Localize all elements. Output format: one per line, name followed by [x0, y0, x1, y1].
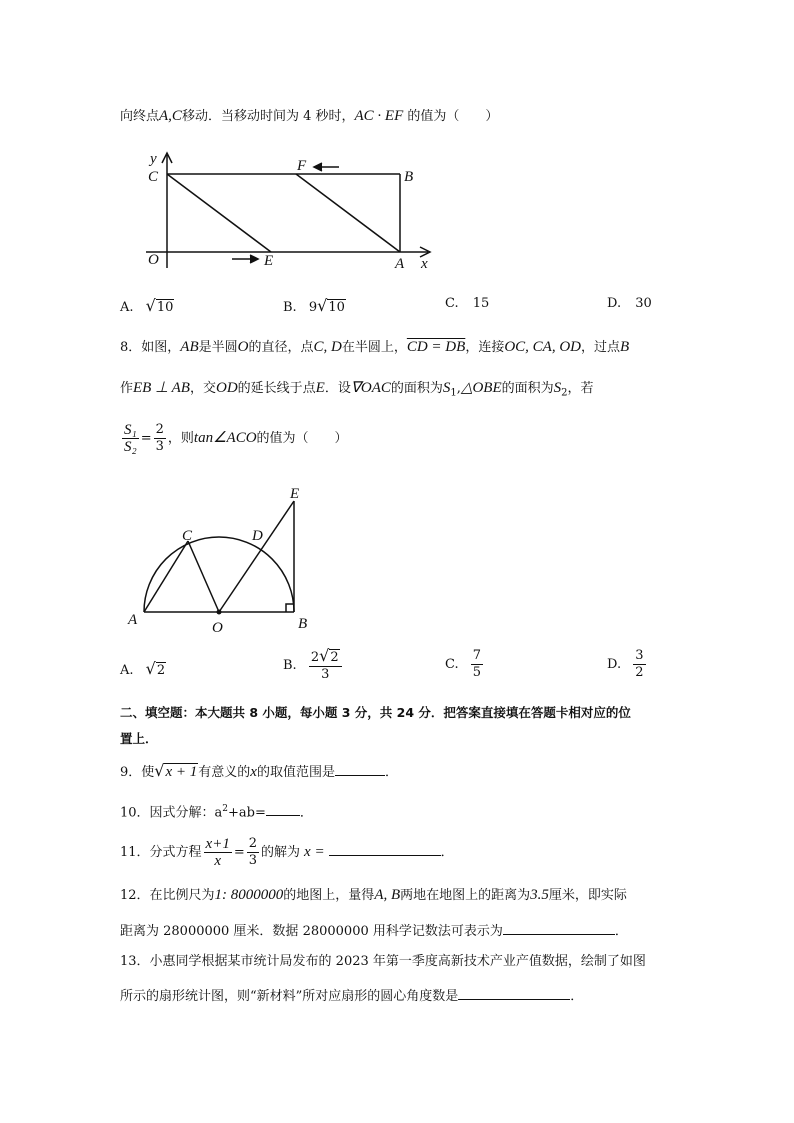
q8-s1-sub: 1	[450, 387, 457, 399]
q8-option-c-num: 7	[472, 648, 482, 663]
q7-text-c: 的值为（ ）	[403, 109, 499, 124]
q12-text-l2: 距离为 28000000 厘米．数据 28000000 用科学记数法可表示为	[120, 924, 503, 939]
q8-option-b-coef: 2	[310, 650, 320, 665]
q7-option-c-value: 15	[472, 296, 490, 311]
q10-text-a: 10．因式分解：a	[120, 805, 223, 821]
q12-distance: 3.5	[530, 887, 549, 903]
q7-option-a-letter: A.	[120, 300, 134, 315]
q7-option-a-radicand: 10	[156, 300, 174, 315]
q8-semicircle	[144, 537, 294, 612]
q8-ratio-num: S₁	[124, 422, 137, 438]
q8-cd: C, D	[313, 339, 342, 355]
q8-option-c-value	[471, 648, 483, 681]
q11-rhs-den: 3	[248, 853, 258, 868]
q8-segment-oe	[219, 501, 294, 612]
q8-s2: S	[553, 380, 562, 396]
q7-option-d[interactable]	[607, 296, 652, 311]
q8-option-a-value: √2	[145, 659, 166, 678]
q8-option-a[interactable]	[120, 659, 166, 679]
q13-line-2	[120, 985, 583, 1007]
q7-option-b-value: 9√10	[308, 296, 345, 315]
q8-l3-a: ，则	[167, 431, 194, 446]
q7-option-b-radicand: 10	[328, 300, 345, 315]
q8-label-o: O	[212, 620, 223, 636]
q7-points: A,C	[159, 108, 182, 124]
q11-x: x =	[304, 844, 325, 860]
q12-line-2	[120, 920, 628, 942]
q8-l2-i: ，若	[567, 381, 594, 396]
q8-tan: tan∠ACO	[193, 430, 257, 446]
q8-text-f: ，过点	[581, 340, 621, 355]
q8-ratio-value-den: 3	[155, 439, 164, 454]
q7-segment-ce	[167, 174, 271, 252]
q13-period: ．	[570, 989, 584, 1004]
q8-point-b: B	[620, 339, 630, 355]
q8-option-d-den: 2	[635, 665, 644, 680]
q8-ratio-value-num: 2	[155, 422, 164, 437]
q7-label-y: y	[150, 151, 157, 167]
q7-label-e: E	[264, 253, 274, 269]
q8-line-2	[120, 378, 594, 404]
q8-option-b-den: 3	[321, 667, 330, 682]
q8-option-d-value	[633, 648, 645, 681]
q8-l2-f: 的面积为	[390, 381, 443, 396]
q7-segment-fa	[296, 174, 400, 252]
q8-s1: S	[442, 380, 451, 396]
q8-s2-sub: 2	[561, 387, 568, 399]
q7-y-arrow	[162, 153, 172, 163]
q10-text-b: +ab=	[228, 805, 266, 821]
q9-answer-blank[interactable]	[335, 761, 385, 776]
section-2-heading-cont: 置上．	[120, 731, 158, 746]
q11-fraction	[204, 836, 232, 869]
q7-stem	[120, 106, 498, 127]
q8-option-d-letter: D.	[607, 657, 622, 672]
q10-superscript: 2	[222, 804, 229, 814]
q8-right-angle-mark	[286, 604, 294, 612]
q9-radicand: x + 1	[165, 764, 198, 780]
q9-period: ．	[384, 765, 398, 780]
q8-l3-b: 的值为（ ）	[256, 431, 348, 446]
q8-option-b-value	[309, 648, 342, 683]
q7-option-c-letter: C.	[445, 296, 459, 311]
q7-option-a-value: √10	[145, 296, 174, 315]
q8-point-e: E	[315, 380, 325, 396]
q8-triangle-obe: △OBE	[460, 380, 502, 396]
q11-rhs-num: 2	[248, 836, 258, 851]
q12-text-c: 两地在地图上的距离为	[400, 888, 531, 903]
q11-rhs	[247, 836, 259, 869]
q10	[120, 799, 313, 823]
q8-option-b-radicand: 2	[330, 650, 339, 665]
q8-option-c-letter: C.	[445, 657, 459, 672]
q7-option-a[interactable]	[120, 296, 174, 316]
q8-l2-c: 的延长线于点	[237, 381, 316, 396]
q7-label-x: x	[421, 256, 428, 272]
q12-line-1	[120, 885, 627, 906]
q7-option-b[interactable]	[283, 296, 346, 316]
q7-arrow-f-head	[314, 163, 322, 171]
q8-label-d: D	[252, 528, 263, 544]
q8-option-b-letter: B.	[283, 658, 297, 673]
q8-l2-b: ，交	[189, 381, 216, 396]
q11-fraction-num: x+1	[205, 836, 230, 852]
q8-option-d[interactable]	[607, 648, 648, 681]
q12-answer-blank[interactable]	[503, 920, 615, 935]
q9-text-b: 有意义的	[198, 765, 251, 780]
q8-arcs: CD = DB	[406, 339, 466, 355]
q12-text-b: 的地图上，量得	[283, 888, 375, 903]
q12-period: ．	[614, 924, 628, 939]
q8-l2-g: ,	[456, 381, 461, 396]
q8-number: 8．如图，	[120, 340, 181, 355]
q8-option-d-num: 3	[635, 648, 644, 663]
q8-segments: OC, CA, OD	[504, 339, 581, 355]
q13-text-l2: 所示的扇形统计图，则“新材料”所对应扇形的圆心角度数是	[120, 989, 459, 1004]
q12-text-e: 厘米，即实际	[548, 888, 627, 903]
q12-text-a: 12．在比例尺为	[120, 888, 215, 903]
q7-text-a: 向终点	[120, 109, 160, 124]
q7-option-d-letter: D.	[607, 296, 622, 311]
q8-ratio-eq: =	[140, 431, 152, 446]
q9-x: x	[250, 764, 257, 780]
q9: 9．使√x + 1有意义的x的取值范围是 ．	[120, 761, 398, 780]
q8-l2-d: ．设	[324, 381, 351, 396]
q11-text-b: 的解为	[261, 845, 301, 860]
q7-label-b: B	[404, 169, 414, 185]
q8-text-e: ，连接	[465, 340, 505, 355]
q7-option-b-letter: B.	[283, 300, 297, 315]
q8-line-1	[120, 337, 629, 358]
q7-option-c[interactable]	[445, 296, 489, 311]
q8-option-a-letter: A.	[120, 663, 134, 678]
q8-option-b[interactable]	[283, 648, 344, 683]
q10-answer-blank[interactable]	[266, 801, 300, 816]
q8-label-b: B	[298, 616, 308, 632]
q7-label-c: C	[148, 169, 159, 185]
q9-number: 9．使	[120, 765, 155, 780]
q8-label-e: E	[290, 486, 300, 502]
q8-l2-a: 作	[120, 381, 134, 396]
q11-eq: =	[233, 845, 245, 860]
q8-o: O	[237, 339, 249, 355]
q11	[120, 834, 454, 871]
q8-option-c-den: 5	[472, 665, 482, 680]
q8-option-a-radicand: 2	[156, 663, 166, 678]
q11-period: ．	[440, 845, 454, 860]
q11-answer-blank[interactable]	[329, 841, 441, 856]
q7-option-d-value: 30	[635, 296, 652, 311]
q8-center-point	[217, 610, 222, 615]
q7-x-arrow	[420, 247, 430, 257]
q8-text-c: 的直径，点	[248, 340, 314, 355]
q8-ratio-den: S₂	[124, 439, 137, 455]
q11-text-a: 11．分式方程	[120, 845, 202, 860]
q8-triangle-oac: ∇OAC	[350, 380, 391, 396]
q8-line-3	[120, 420, 348, 457]
q8-option-c[interactable]	[445, 648, 485, 681]
q11-fraction-den: x	[214, 853, 222, 869]
q13-line-1: 13．小惠同学根据某市统计局发布的 2023 年第一季度高新技术产业产值数据，绘制了如图	[120, 954, 646, 969]
q8-segment-oc	[188, 541, 219, 612]
q7-expression: AC · EF	[354, 108, 404, 124]
q9-text-c: 的取值范围是	[256, 765, 335, 780]
q8-l2-h: 的面积为	[501, 381, 554, 396]
q7-arrow-e-head	[250, 255, 258, 263]
q7-label-f: F	[297, 158, 307, 174]
q8-ratio-s	[122, 422, 139, 455]
q8-option-b-num: 2√2	[309, 648, 342, 667]
q8-label-a: A	[128, 612, 138, 628]
q7-text-b: 移动．当移动时间为 4 秒时，	[181, 109, 355, 124]
q8-text-d: 在半圆上，	[341, 340, 407, 355]
q8-ab: AB	[180, 339, 199, 355]
q13-answer-blank[interactable]	[458, 985, 570, 1000]
q7-label-o: O	[148, 252, 159, 268]
q10-period: ．	[299, 805, 313, 821]
q8-segment-ca	[144, 541, 188, 612]
q8-text-b: 是半圆	[198, 340, 238, 355]
q8-eb-perp: EB ⊥ AB	[133, 380, 190, 396]
q12-scale: 1: 8000000	[214, 887, 284, 903]
q7-label-a: A	[395, 256, 405, 272]
q8-label-c: C	[182, 528, 193, 544]
section-2-heading: 二、填空题：本大题共 8 小题，每小题 3 分，共 24 分．把答案直接填在答题卡相对应的位	[120, 705, 631, 720]
q12-ab: A, B	[374, 887, 401, 903]
q8-ratio-value	[154, 422, 166, 455]
q7-option-b-coef: 9	[308, 300, 318, 315]
q8-od: OD	[215, 380, 238, 396]
